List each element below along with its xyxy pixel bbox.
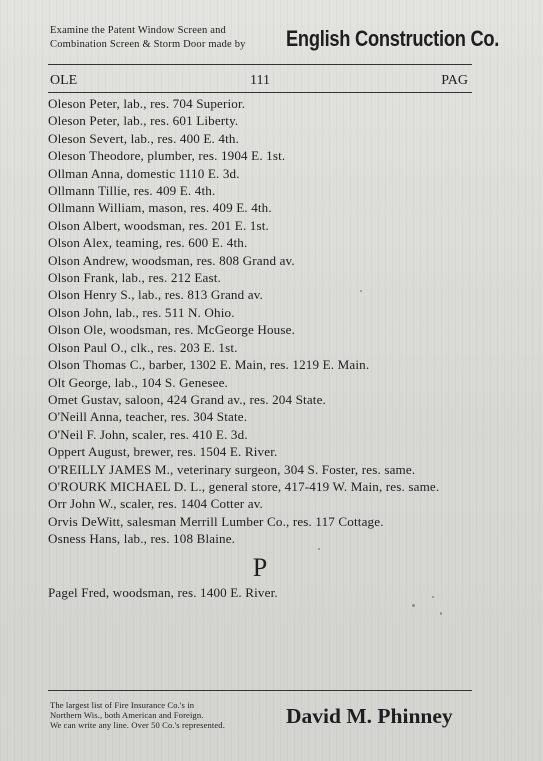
- directory-entry: Olson Andrew, woodsman, res. 808 Grand av.: [48, 252, 295, 268]
- header-rule: [48, 64, 472, 65]
- entries-o-section: [48, 95, 472, 548]
- directory-entry: Ollmann William, mason, res. 409 E. 4th.: [48, 200, 272, 216]
- print-speck: [412, 604, 415, 607]
- directory-entry: Olson Thomas C., barber, 1302 E. Main, res. 1219 E. Main.: [48, 357, 370, 373]
- directory-entry: O'ROURK MICHAEL D. L., general store, 417-419 W. Main, res. same.: [48, 478, 440, 494]
- directory-entry: Olson Albert, woodsman, res. 201 E. 1st.: [48, 217, 269, 233]
- footer-ad-line-3: We can write any line. Over 50 Co.'s represented.: [50, 720, 225, 730]
- footer-advertisement: [50, 700, 470, 736]
- directory-entry: Olson Ole, woodsman, res. McGeorge House.: [48, 322, 296, 338]
- header-ad-tagline: [50, 24, 286, 52]
- header-ad-company: English Construction Co.: [286, 26, 500, 51]
- header-advertisement: [50, 22, 500, 56]
- entries-p-section: [48, 584, 472, 601]
- directory-entry: Olson Henry S., lab., res. 813 Grand av.: [48, 287, 263, 303]
- directory-entry: Oleson Peter, lab., res. 704 Superior.: [48, 96, 246, 111]
- print-speck: [440, 612, 442, 615]
- directory-entry: Omet Gustav, saloon, 424 Grand av., res. 204 State.: [48, 391, 326, 407]
- directory-entry: Ollmann Tillie, res. 409 E. 4th.: [48, 183, 216, 199]
- directory-entry: Olson Frank, lab., res. 212 East.: [48, 270, 221, 286]
- directory-entry: Olson Paul O., clk., res. 203 E. 1st.: [48, 339, 238, 355]
- footer-ad-name: David M. Phinney: [286, 704, 453, 728]
- print-speck: [318, 548, 320, 550]
- footer-ad-line-1: The largest list of Fire Insurance Co.'s in: [50, 700, 195, 710]
- print-speck: [432, 596, 434, 598]
- directory-entry: Orr John W., scaler, res. 1404 Cotter av.: [48, 496, 263, 512]
- print-speck: [360, 290, 362, 292]
- header-ad-line-2: Combination Screen & Storm Door made by: [50, 39, 246, 50]
- directory-entry: O'Neill Anna, teacher, res. 304 State.: [48, 409, 248, 425]
- directory-entry: Orvis DeWitt, salesman Merrill Lumber Co., res. 117 Cottage.: [48, 513, 384, 529]
- directory-entry: O'REILLY JAMES M., veterinary surgeon, 304 S. Foster, res. same.: [48, 461, 416, 477]
- running-head-rule: [48, 92, 472, 93]
- footer-ad-line-2: Northern Wis., both American and Foreign.: [50, 710, 204, 720]
- page-number: 111: [250, 73, 270, 88]
- directory-entry: Olson John, lab., res. 511 N. Ohio.: [48, 304, 235, 320]
- directory-entry: O'Neil F. John, scaler, res. 410 E. 3d.: [48, 426, 248, 442]
- directory-entry: Oleson Severt, lab., res. 400 E. 4th.: [48, 130, 240, 146]
- directory-entry: Olson Alex, teaming, res. 600 E. 4th.: [48, 235, 248, 251]
- footer-ad-tagline: [50, 700, 280, 730]
- directory-entry: Oppert August, brewer, res. 1504 E. River.: [48, 444, 278, 460]
- section-letter: P: [252, 552, 268, 582]
- directory-entry: Oleson Theodore, plumber, res. 1904 E. 1st.: [48, 148, 286, 164]
- directory-entry: Oleson Peter, lab., res. 601 Liberty.: [48, 113, 239, 129]
- guide-word-left: OLE: [50, 73, 78, 88]
- running-head: [50, 72, 470, 90]
- directory-entry: Osness Hans, lab., res. 108 Blaine.: [48, 531, 236, 547]
- directory-entry: Olt George, lab., 104 S. Genesee.: [48, 374, 228, 390]
- directory-entry: Pagel Fred, woodsman, res. 1400 E. River.: [48, 584, 278, 600]
- directory-listing: [48, 95, 472, 601]
- guide-word-right: PAG: [441, 73, 468, 88]
- header-ad-line-1: Examine the Patent Window Screen and: [50, 25, 226, 36]
- footer-rule: [48, 690, 472, 691]
- directory-entry: Ollman Anna, domestic 1110 E. 3d.: [48, 165, 240, 181]
